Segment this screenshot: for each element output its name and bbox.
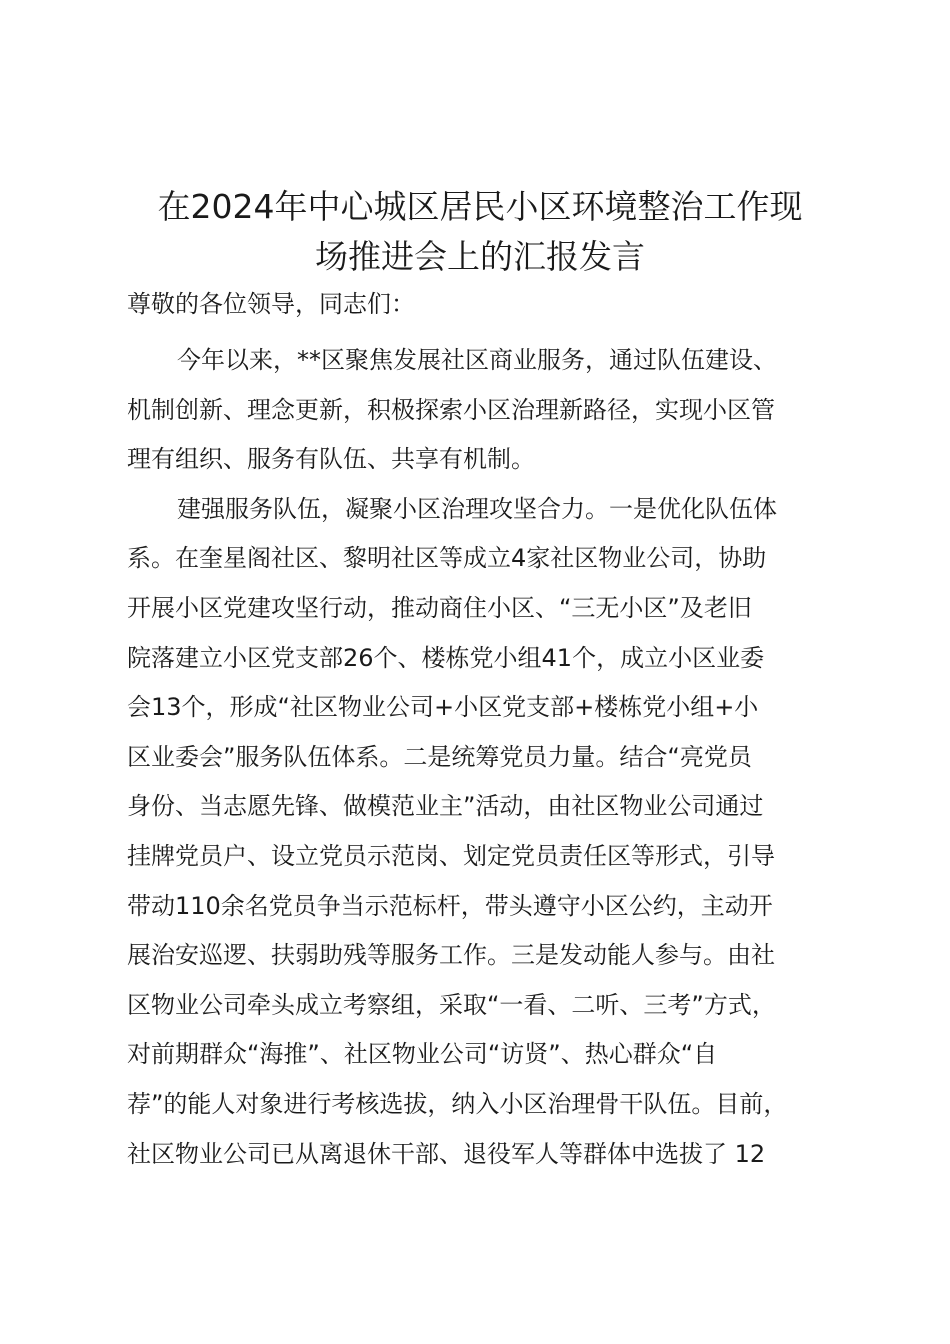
- paragraph-line: 对前期群众“海推”、社区物业公司“访贤”、热心群众“自: [127, 1040, 718, 1069]
- paragraph-line: 身份、当志愿先锋、做模范业主”活动，由社区物业公司通过: [127, 792, 764, 821]
- paragraph-line: 今年以来，**区聚焦发展社区商业服务，通过队伍建设、: [177, 346, 777, 374]
- paragraph-line: 机制创新、理念更新，积极探索小区治理新路径，实现小区管: [127, 395, 775, 424]
- document-body: [127, 336, 847, 1179]
- title-line: 在2024年中心城区居民小区环境整治工作现: [157, 187, 803, 226]
- paragraph-line: 带动110余名党员争当示范标杆，带头遵守小区公约，主动开: [127, 891, 773, 920]
- paragraph-line: 系。在奎星阁社区、黎明社区等成立4家社区物业公司，协助: [127, 544, 767, 573]
- paragraph-line: 会13个，形成“社区物业公司+小区党支部+楼栋党小组+小: [127, 693, 759, 722]
- paragraph-line: 社区物业公司已从离退休干部、退役军人等群体中选拔了 12: [127, 1139, 766, 1168]
- greeting: 尊敬的各位领导，同志们：: [127, 290, 415, 318]
- paragraph-line: 理有组织、服务有队伍、共享有机制。: [127, 445, 535, 474]
- paragraph-line: 展治安巡逻、扶弱助残等服务工作。三是发动能人参与。由社: [127, 941, 775, 970]
- paragraph-line: 开展小区党建攻坚行动，推动商住小区、“三无小区”及老旧: [127, 593, 752, 622]
- paragraph-line: 挂牌党员户、设立党员示范岗、划定党员责任区等形式，引导: [127, 841, 775, 870]
- paragraph-line: 院落建立小区党支部26个、楼栋党小组41个，成立小区业委: [127, 643, 765, 672]
- paragraph-line: 建强服务队伍，凝聚小区治理攻坚合力。一是优化队伍体: [177, 494, 777, 523]
- paragraph-line: 区业委会”服务队伍体系。二是统筹党员力量。结合“亮党员: [127, 742, 752, 771]
- paragraph-line: 荐”的能人对象进行考核选拔，纳入小区治理骨干队伍。目前，: [127, 1089, 788, 1118]
- title-line: 场推进会上的汇报发言: [315, 237, 645, 276]
- paragraph-line: 区物业公司牵头成立考察组，采取“一看、二听、三考”方式，: [127, 990, 776, 1019]
- document-title: [110, 182, 850, 282]
